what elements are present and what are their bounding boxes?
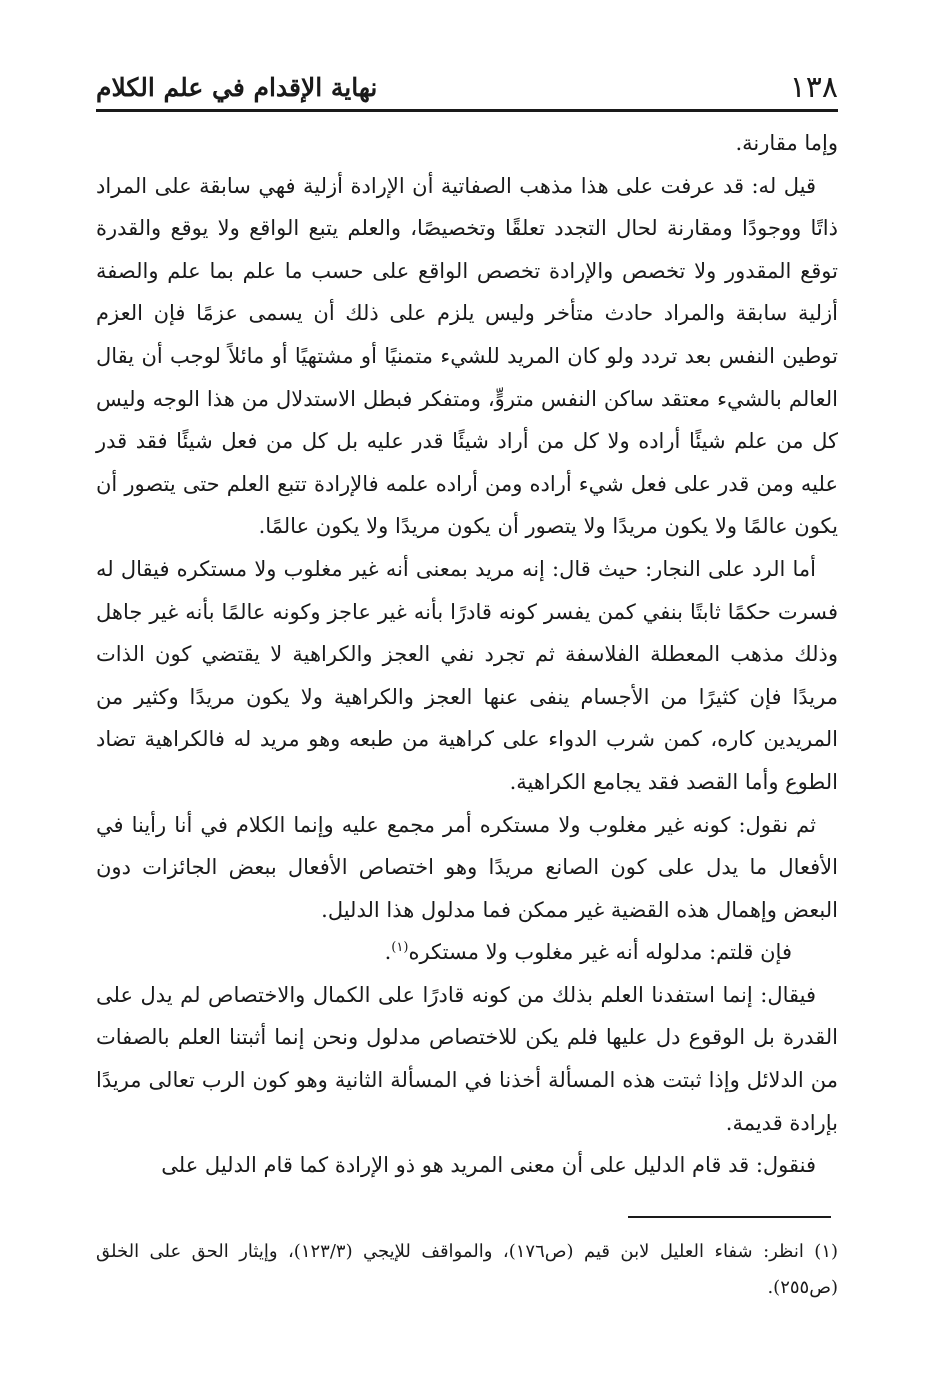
paragraph-7: فنقول: قد قام الدليل على أن معنى المريد هو ذو الإرادة كما قام الدليل على bbox=[161, 1153, 816, 1178]
footnote bbox=[96, 1234, 838, 1306]
paragraph-5-end: . bbox=[384, 940, 392, 965]
main-text bbox=[96, 122, 838, 1187]
paragraph-3: أما الرد على النجار: حيث قال: إنه مريد بمعنى أنه غير مغلوب ولا مستكره فيقال له فسرت حكمًا ثابتًا بنفي كمن يفسر كونه قادرًا بأنه غير عاجز وكونه عالمًا بأنه غير جاهل وذلك مذهب المعطلة الفلاسفة ثم تجرد نفي العجز والكراهية لا يقتضي كون الذات مريدًا فإن كثيرًا من الأجسام ينفى عنها العجز والكراهية ولا يكون مريدًا وكثير من المريدين كاره، كمن شرب الدواء على كراهية من طبعه وهو مريد له فالكراهية تضاد الطوع وأما القصد فقد يجامع الكراهية. bbox=[96, 556, 838, 794]
footnote-marker[interactable]: (١) bbox=[391, 940, 409, 956]
footnote-separator bbox=[628, 1216, 831, 1218]
page-number: ١٣٨ bbox=[789, 70, 838, 105]
paragraph-2: قيل له: قد عرفت على هذا مذهب الصفاتية أن الإرادة أزلية فهي سابقة على المراد ذاتًا ووجودًا ومقارنة لحال التجدد تعلقًا وتخصيصًا، والعلم يتبع الواقع ولا يوقع والقدرة توقع المقدور ولا تخصص والإرادة تخصص الواقع على حسب ما علم بما علم والصفة أزلية سابقة والمراد حادث متأخر وليس يلزم على ذلك أن يسمى عزمًا فإن العزم توطين النفس بعد تردد ولو كان المريد للشيء متمنيًا أو مشتهيًا أو مائلاً لوجب أن يقال العالم بالشيء معتقد ساكن النفس متروٍّ، ومتفكر فبطل الاستدلال من هذا الوجه وليس كل من علم شيئًا أراده ولا كل من أراد شيئًا قدر عليه بل كل من فعل شيئًا فقد قدر عليه ومن قدر على فعل شيء أراده ومن أراده علمه فالإرادة تتبع العلم حتى يتصور أن يكون عالمًا ولا يكون مريدًا ولا يتصور أن يكون مريدًا ولا يكون عالمًا. bbox=[96, 173, 838, 539]
paragraph-1: وإما مقارنة. bbox=[735, 131, 838, 155]
paragraph-5-text: فإن قلتم: مدلوله أنه غير مغلوب ولا مستكره bbox=[408, 940, 792, 965]
paragraph-5 bbox=[96, 931, 838, 974]
page-header bbox=[96, 62, 838, 108]
paragraph-4: ثم نقول: كونه غير مغلوب ولا مستكره أمر مجمع عليه وإنما الكلام في أنا رأينا في الأفعال ما يدل على كون الصانع مريدًا وهو اختصاص الأفعال ببعض الجائزات دون البعض وإهمال هذه القضية غير ممكن فما مدلول هذا الدليل. bbox=[96, 812, 838, 922]
footnote-text: (١) انظر: شفاء العليل لابن قيم (ص١٧٦)، والمواقف للإيجي (١٢٣/٣)، وإيثار الحق على الخلق (ص٢٥٥). bbox=[96, 1241, 839, 1298]
book-title: نهاية الإقدام في علم الكلام bbox=[96, 73, 378, 102]
header-rule bbox=[96, 109, 838, 112]
paragraph-6: فيقال: إنما استفدنا العلم بذلك من كونه قادرًا على الكمال والاختصاص لم يدل على القدرة بل الوقوع دل عليها فلم يكن للاختصاص مدلول ونحن إنما أثبتنا العلم بالصفات من الدلائل وإذا ثبتت هذه المسألة أخذنا في المسألة الثانية وهو كون الرب تعالى مريدًا بإرادة قديمة. bbox=[96, 982, 838, 1135]
